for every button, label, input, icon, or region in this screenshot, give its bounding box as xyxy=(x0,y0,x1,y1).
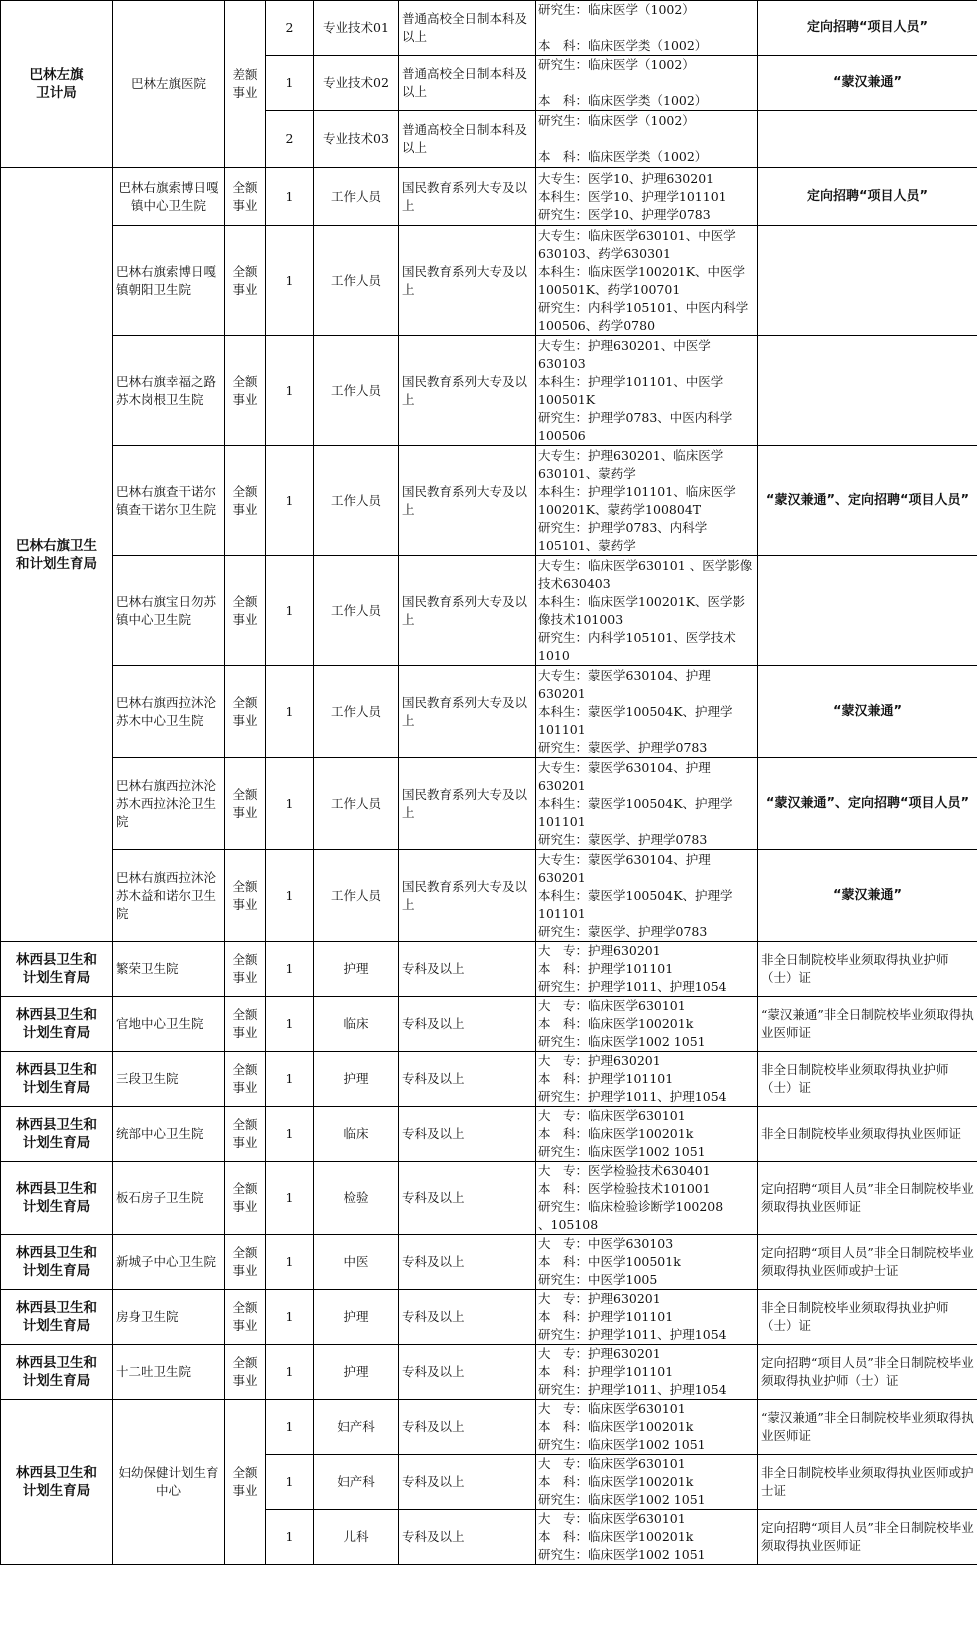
headcount-cell: 1 xyxy=(266,1107,314,1162)
position-cell: 护理 xyxy=(314,1052,399,1107)
specialty-line xyxy=(538,19,755,37)
funding-nature-cell: 全额 事业 xyxy=(225,942,266,997)
education-cell: 国民教育系列大专及以上 xyxy=(399,446,536,556)
funding-nature-cell: 全额 事业 xyxy=(225,1162,266,1235)
specialty-line: 研究生：临床医学（1002） xyxy=(538,2,695,17)
position-cell: 儿科 xyxy=(314,1510,399,1565)
hospital-cell: 新城子中心卫生院 xyxy=(113,1235,225,1290)
funding-nature-cell: 全额 事业 xyxy=(225,997,266,1052)
headcount-cell: 1 xyxy=(266,997,314,1052)
remark-cell: 定向招聘“项目人员”非全日制院校毕业须取得执业医师证 xyxy=(758,1510,977,1565)
remark-cell: 非全日制院校毕业须取得执业护师（士）证 xyxy=(758,1052,977,1107)
specialty-line: 研究生：护理学1011、护理1054 xyxy=(538,1089,727,1104)
education-cell: 专科及以上 xyxy=(399,1107,536,1162)
headcount-cell: 1 xyxy=(266,1290,314,1345)
specialty-line: 大专生：蒙医学630104、护理630201 xyxy=(538,667,711,701)
department-cell: 林西县卫生和 计划生育局 xyxy=(1,1162,113,1235)
specialty-line: 研究生：护理学1011、护理1054 xyxy=(538,1382,727,1397)
headcount-cell: 1 xyxy=(266,168,314,226)
table-row xyxy=(1,942,977,997)
education-cell: 国民教育系列大专及以上 xyxy=(399,226,536,336)
specialty-line: 研究生：护理学1011、护理1054 xyxy=(538,979,727,994)
remark-cell xyxy=(758,556,977,666)
remark-cell xyxy=(758,336,977,446)
education-cell: 普通高校全日制本科及以上 xyxy=(399,1,536,56)
headcount-cell: 1 xyxy=(266,850,314,942)
specialty-cell xyxy=(536,850,758,942)
remark-cell: “蒙汉兼通” xyxy=(758,850,977,942)
specialty-cell xyxy=(536,942,758,997)
education-cell: 专科及以上 xyxy=(399,1400,536,1455)
specialty-line: 大专生：医学10、护理630201 xyxy=(538,170,715,186)
specialty-line: 本科生：护理学101101、临床医学100201K、蒙药学100804T xyxy=(538,483,736,517)
funding-nature-cell: 全额 事业 xyxy=(225,1400,266,1565)
hospital-cell: 巴林右旗西拉沐沦苏木益和诺尔卫生院 xyxy=(113,850,225,942)
headcount-cell: 1 xyxy=(266,1162,314,1235)
specialty-cell xyxy=(536,1455,758,1510)
specialty-line: 本 科：临床医学100201k xyxy=(538,1126,694,1141)
education-cell: 国民教育系列大专及以上 xyxy=(399,168,536,226)
funding-nature-cell: 全额 事业 xyxy=(225,758,266,850)
position-cell: 工作人员 xyxy=(314,446,399,556)
table-row xyxy=(1,1290,977,1345)
funding-nature-cell: 全额 事业 xyxy=(225,226,266,336)
education-cell: 国民教育系列大专及以上 xyxy=(399,850,536,942)
specialty-line: 大 专：临床医学630101 xyxy=(538,1401,686,1416)
specialty-cell xyxy=(536,1107,758,1162)
department-cell: 林西县卫生和 计划生育局 xyxy=(1,1107,113,1162)
education-cell: 专科及以上 xyxy=(399,1162,536,1235)
specialty-cell xyxy=(536,666,758,758)
specialty-line: 大 专：护理630201 xyxy=(538,1053,661,1068)
funding-nature-cell: 全额 事业 xyxy=(225,1107,266,1162)
position-cell: 妇产科 xyxy=(314,1400,399,1455)
remark-cell: 定向招聘“项目人员”非全日制院校毕业须取得执业医师或护士证 xyxy=(758,1235,977,1290)
specialty-line: 研究生：临床医学1002 1051 xyxy=(538,1492,706,1507)
specialty-cell xyxy=(536,111,758,168)
position-cell: 工作人员 xyxy=(314,666,399,758)
specialty-line: 本 科：医学检验技术101001 xyxy=(538,1181,711,1196)
position-cell: 护理 xyxy=(314,1345,399,1400)
specialty-cell xyxy=(536,1510,758,1565)
funding-nature-cell: 全额 事业 xyxy=(225,446,266,556)
specialty-line: 本科生：护理学101101、中医学100501K xyxy=(538,373,724,407)
department-cell: 巴林左旗 卫计局 xyxy=(1,1,113,168)
specialty-cell xyxy=(536,1400,758,1455)
table-row xyxy=(1,1400,977,1455)
table-row xyxy=(1,1107,977,1162)
specialty-line: 大 专：临床医学630101 xyxy=(538,1108,686,1123)
funding-nature-cell: 全额 事业 xyxy=(225,168,266,226)
specialty-cell xyxy=(536,56,758,111)
hospital-cell: 巴林右旗索博日嘎镇朝阳卫生院 xyxy=(113,226,225,336)
specialty-line: 本 科：临床医学100201k xyxy=(538,1529,694,1544)
specialty-line: 大专生：临床医学630101 、医学影像技术630403 xyxy=(538,557,753,591)
headcount-cell: 1 xyxy=(266,1345,314,1400)
specialty-cell xyxy=(536,1290,758,1345)
hospital-cell: 巴林右旗西拉沐沦苏木西拉沐沦卫生院 xyxy=(113,758,225,850)
hospital-cell: 巴林右旗查干诺尔镇查干诺尔卫生院 xyxy=(113,446,225,556)
specialty-line: 研究生：蒙医学、护理学0783 xyxy=(538,739,708,755)
position-cell: 工作人员 xyxy=(314,850,399,942)
position-cell: 专业技术01 xyxy=(314,1,399,56)
remark-cell: “蒙汉兼通”非全日制院校毕业须取得执业医师证 xyxy=(758,1400,977,1455)
headcount-cell: 1 xyxy=(266,1052,314,1107)
table-row xyxy=(1,446,977,556)
specialty-line: 本科生：蒙医学100504K、护理学101101 xyxy=(538,703,733,737)
headcount-cell: 2 xyxy=(266,111,314,168)
specialty-line: 本 科：临床医学100201k xyxy=(538,1419,694,1434)
department-cell: 林西县卫生和 计划生育局 xyxy=(1,1235,113,1290)
specialty-line: 本 科：临床医学类（1002） xyxy=(538,149,708,164)
specialty-cell xyxy=(536,1,758,56)
table-row xyxy=(1,1,977,56)
education-cell: 专科及以上 xyxy=(399,1290,536,1345)
hospital-cell: 巴林右旗西拉沐沦苏木中心卫生院 xyxy=(113,666,225,758)
education-cell: 专科及以上 xyxy=(399,1510,536,1565)
headcount-cell: 1 xyxy=(266,446,314,556)
education-cell: 国民教育系列大专及以上 xyxy=(399,758,536,850)
education-cell: 普通高校全日制本科及以上 xyxy=(399,56,536,111)
specialty-line: 研究生：内科学105101、医学技术1010 xyxy=(538,629,736,663)
specialty-line: 本 科：临床医学100201k xyxy=(538,1016,694,1031)
education-cell: 专科及以上 xyxy=(399,1235,536,1290)
position-cell: 专业技术03 xyxy=(314,111,399,168)
education-cell: 专科及以上 xyxy=(399,942,536,997)
department-cell: 巴林右旗卫生 和计划生育局 xyxy=(1,168,113,942)
position-cell: 工作人员 xyxy=(314,336,399,446)
hospital-cell: 统部中心卫生院 xyxy=(113,1107,225,1162)
specialty-line: 大专生：蒙医学630104、护理630201 xyxy=(538,759,711,793)
position-cell: 工作人员 xyxy=(314,226,399,336)
specialty-line: 、105108 xyxy=(538,1217,599,1232)
specialty-line: 大 专：护理630201 xyxy=(538,1346,661,1361)
specialty-line: 研究生：临床医学1002 1051 xyxy=(538,1437,706,1452)
specialty-line: 大专生：护理630201、临床医学630101、蒙药学 xyxy=(538,447,724,481)
hospital-cell: 十二吐卫生院 xyxy=(113,1345,225,1400)
department-cell: 林西县卫生和 计划生育局 xyxy=(1,997,113,1052)
specialty-cell xyxy=(536,1162,758,1235)
specialty-line: 本 科：临床医学100201k xyxy=(538,1474,694,1489)
position-cell: 妇产科 xyxy=(314,1455,399,1510)
hospital-cell: 巴林右旗宝日勿苏镇中心卫生院 xyxy=(113,556,225,666)
specialty-line: 大专生：临床医学630101、中医学630103、药学630301 xyxy=(538,227,736,261)
specialty-line: 大 专：护理630201 xyxy=(538,1291,661,1306)
specialty-line: 研究生：护理学0783、中医内科学100506 xyxy=(538,409,733,443)
funding-nature-cell: 全额 事业 xyxy=(225,1290,266,1345)
position-cell: 中医 xyxy=(314,1235,399,1290)
specialty-line xyxy=(538,74,755,92)
specialty-line: 研究生：临床医学（1002） xyxy=(538,57,695,72)
specialty-line: 研究生：蒙医学、护理学0783 xyxy=(538,923,708,939)
specialty-line: 大 专：临床医学630101 xyxy=(538,1511,686,1526)
department-cell: 林西县卫生和 计划生育局 xyxy=(1,942,113,997)
specialty-cell xyxy=(536,1235,758,1290)
table-row xyxy=(1,1345,977,1400)
department-cell: 林西县卫生和 计划生育局 xyxy=(1,1052,113,1107)
remark-cell: 定向招聘“项目人员” xyxy=(758,1,977,56)
headcount-cell: 1 xyxy=(266,1455,314,1510)
specialty-cell xyxy=(536,168,758,226)
specialty-line: 研究生：蒙医学、护理学0783 xyxy=(538,831,708,847)
funding-nature-cell: 全额 事业 xyxy=(225,666,266,758)
hospital-cell: 三段卫生院 xyxy=(113,1052,225,1107)
specialty-line: 本 科：中医学100501k xyxy=(538,1254,681,1269)
position-cell: 专业技术02 xyxy=(314,56,399,111)
table-row xyxy=(1,997,977,1052)
education-cell: 普通高校全日制本科及以上 xyxy=(399,111,536,168)
hospital-cell: 繁荣卫生院 xyxy=(113,942,225,997)
specialty-line: 研究生：医学10、护理学0783 xyxy=(538,206,711,222)
headcount-cell: 1 xyxy=(266,226,314,336)
remark-cell: “蒙汉兼通”、定向招聘“项目人员” xyxy=(758,758,977,850)
education-cell: 专科及以上 xyxy=(399,1455,536,1510)
table-row xyxy=(1,336,977,446)
headcount-cell: 1 xyxy=(266,1235,314,1290)
specialty-line: 本 科：护理学101101 xyxy=(538,1309,674,1324)
table-row xyxy=(1,1235,977,1290)
specialty-line: 大 专：中医学630103 xyxy=(538,1236,674,1251)
funding-nature-cell: 全额 事业 xyxy=(225,1235,266,1290)
hospital-cell: 板石房子卫生院 xyxy=(113,1162,225,1235)
position-cell: 临床 xyxy=(314,997,399,1052)
remark-cell: “蒙汉兼通” xyxy=(758,666,977,758)
funding-nature-cell: 全额 事业 xyxy=(225,336,266,446)
remark-cell: “蒙汉兼通”非全日制院校毕业须取得执业医师证 xyxy=(758,997,977,1052)
table-row xyxy=(1,1052,977,1107)
remark-cell: 非全日制院校毕业须取得执业护师（士）证 xyxy=(758,942,977,997)
specialty-line: 本科生：蒙医学100504K、护理学101101 xyxy=(538,887,733,921)
specialty-cell xyxy=(536,1052,758,1107)
hospital-cell: 巴林右旗索博日嘎镇中心卫生院 xyxy=(113,168,225,226)
specialty-line: 大专生：护理630201、中医学630103 xyxy=(538,337,711,371)
specialty-line: 研究生：临床医学1002 1051 xyxy=(538,1034,706,1049)
specialty-line: 研究生：护理学1011、护理1054 xyxy=(538,1327,727,1342)
specialty-line: 大 专：医学检验技术630401 xyxy=(538,1163,711,1178)
specialty-line: 大 专：临床医学630101 xyxy=(538,998,686,1013)
table-row xyxy=(1,850,977,942)
specialty-line: 本 科：护理学101101 xyxy=(538,1071,674,1086)
specialty-line: 研究生：临床医学1002 1051 xyxy=(538,1547,706,1562)
headcount-cell: 1 xyxy=(266,758,314,850)
headcount-cell: 1 xyxy=(266,336,314,446)
specialty-cell xyxy=(536,997,758,1052)
department-cell: 林西县卫生和 计划生育局 xyxy=(1,1290,113,1345)
specialty-line: 研究生：中医学1005 xyxy=(538,1272,658,1287)
hospital-cell: 巴林左旗医院 xyxy=(113,1,225,168)
position-cell: 护理 xyxy=(314,942,399,997)
specialty-line: 本科生：医学10、护理学101101 xyxy=(538,188,727,204)
headcount-cell: 1 xyxy=(266,56,314,111)
table-row xyxy=(1,168,977,226)
remark-cell: 非全日制院校毕业须取得执业护师（士）证 xyxy=(758,1290,977,1345)
remark-cell: “蒙汉兼通” xyxy=(758,56,977,111)
specialty-cell xyxy=(536,226,758,336)
table-row xyxy=(1,226,977,336)
department-cell: 林西县卫生和 计划生育局 xyxy=(1,1400,113,1565)
specialty-line xyxy=(538,130,755,148)
table-row xyxy=(1,556,977,666)
remark-cell: 非全日制院校毕业须取得执业医师或护士证 xyxy=(758,1455,977,1510)
department-cell: 林西县卫生和 计划生育局 xyxy=(1,1345,113,1400)
specialty-cell xyxy=(536,336,758,446)
specialty-line: 本 科：临床医学类（1002） xyxy=(538,93,708,108)
headcount-cell: 1 xyxy=(266,942,314,997)
funding-nature-cell: 全额 事业 xyxy=(225,850,266,942)
headcount-cell: 2 xyxy=(266,1,314,56)
hospital-cell: 巴林右旗幸福之路苏木岗根卫生院 xyxy=(113,336,225,446)
specialty-cell xyxy=(536,446,758,556)
headcount-cell: 1 xyxy=(266,556,314,666)
education-cell: 国民教育系列大专及以上 xyxy=(399,666,536,758)
specialty-line: 本科生：蒙医学100504K、护理学101101 xyxy=(538,795,733,829)
position-cell: 工作人员 xyxy=(314,168,399,226)
specialty-cell xyxy=(536,556,758,666)
specialty-line: 研究生：临床检验诊断学100208 xyxy=(538,1199,724,1214)
specialty-line: 本 科：护理学101101 xyxy=(538,961,674,976)
position-cell: 工作人员 xyxy=(314,556,399,666)
specialty-line: 大 专：护理630201 xyxy=(538,943,661,958)
specialty-line: 本科生：临床医学100201K、中医学100501K、药学100701 xyxy=(538,263,746,297)
position-cell: 护理 xyxy=(314,1290,399,1345)
table-row xyxy=(1,758,977,850)
specialty-line: 研究生：临床医学1002 1051 xyxy=(538,1144,706,1159)
hospital-cell: 官地中心卫生院 xyxy=(113,997,225,1052)
education-cell: 专科及以上 xyxy=(399,1345,536,1400)
remark-cell: 定向招聘“项目人员”非全日制院校毕业须取得执业医师证 xyxy=(758,1162,977,1235)
position-cell: 工作人员 xyxy=(314,758,399,850)
specialty-line: 大 专：临床医学630101 xyxy=(538,1456,686,1471)
funding-nature-cell: 全额 事业 xyxy=(225,1052,266,1107)
position-cell: 临床 xyxy=(314,1107,399,1162)
funding-nature-cell: 差额 事业 xyxy=(225,1,266,168)
specialty-line: 本 科：临床医学类（1002） xyxy=(538,38,708,53)
remark-cell: 定向招聘“项目人员” xyxy=(758,168,977,226)
education-cell: 专科及以上 xyxy=(399,997,536,1052)
funding-nature-cell: 全额 事业 xyxy=(225,556,266,666)
remark-cell: 定向招聘“项目人员”非全日制院校毕业须取得执业护师（士）证 xyxy=(758,1345,977,1400)
specialty-line: 大专生：蒙医学630104、护理630201 xyxy=(538,851,711,885)
specialty-line: 研究生：护理学0783、内科学105101、蒙药学 xyxy=(538,519,708,553)
specialty-line: 本科生：临床医学100201K、医学影像技术101003 xyxy=(538,593,746,627)
hospital-cell: 房身卫生院 xyxy=(113,1290,225,1345)
remark-cell: 非全日制院校毕业须取得执业医师证 xyxy=(758,1107,977,1162)
specialty-cell xyxy=(536,758,758,850)
education-cell: 国民教育系列大专及以上 xyxy=(399,556,536,666)
remark-cell xyxy=(758,111,977,168)
hospital-cell: 妇幼保健计划生育中心 xyxy=(113,1400,225,1565)
funding-nature-cell: 全额 事业 xyxy=(225,1345,266,1400)
specialty-cell xyxy=(536,1345,758,1400)
education-cell: 国民教育系列大专及以上 xyxy=(399,336,536,446)
specialty-line: 研究生：临床医学（1002） xyxy=(538,113,695,128)
specialty-line: 研究生：内科学105101、中医内科学100506、药学0780 xyxy=(538,299,749,333)
education-cell: 专科及以上 xyxy=(399,1052,536,1107)
headcount-cell: 1 xyxy=(266,666,314,758)
table-row xyxy=(1,666,977,758)
headcount-cell: 1 xyxy=(266,1510,314,1565)
remark-cell xyxy=(758,226,977,336)
specialty-line: 本 科：护理学101101 xyxy=(538,1364,674,1379)
headcount-cell: 1 xyxy=(266,1400,314,1455)
remark-cell: “蒙汉兼通”、定向招聘“项目人员” xyxy=(758,446,977,556)
position-cell: 检验 xyxy=(314,1162,399,1235)
table-row xyxy=(1,1162,977,1235)
